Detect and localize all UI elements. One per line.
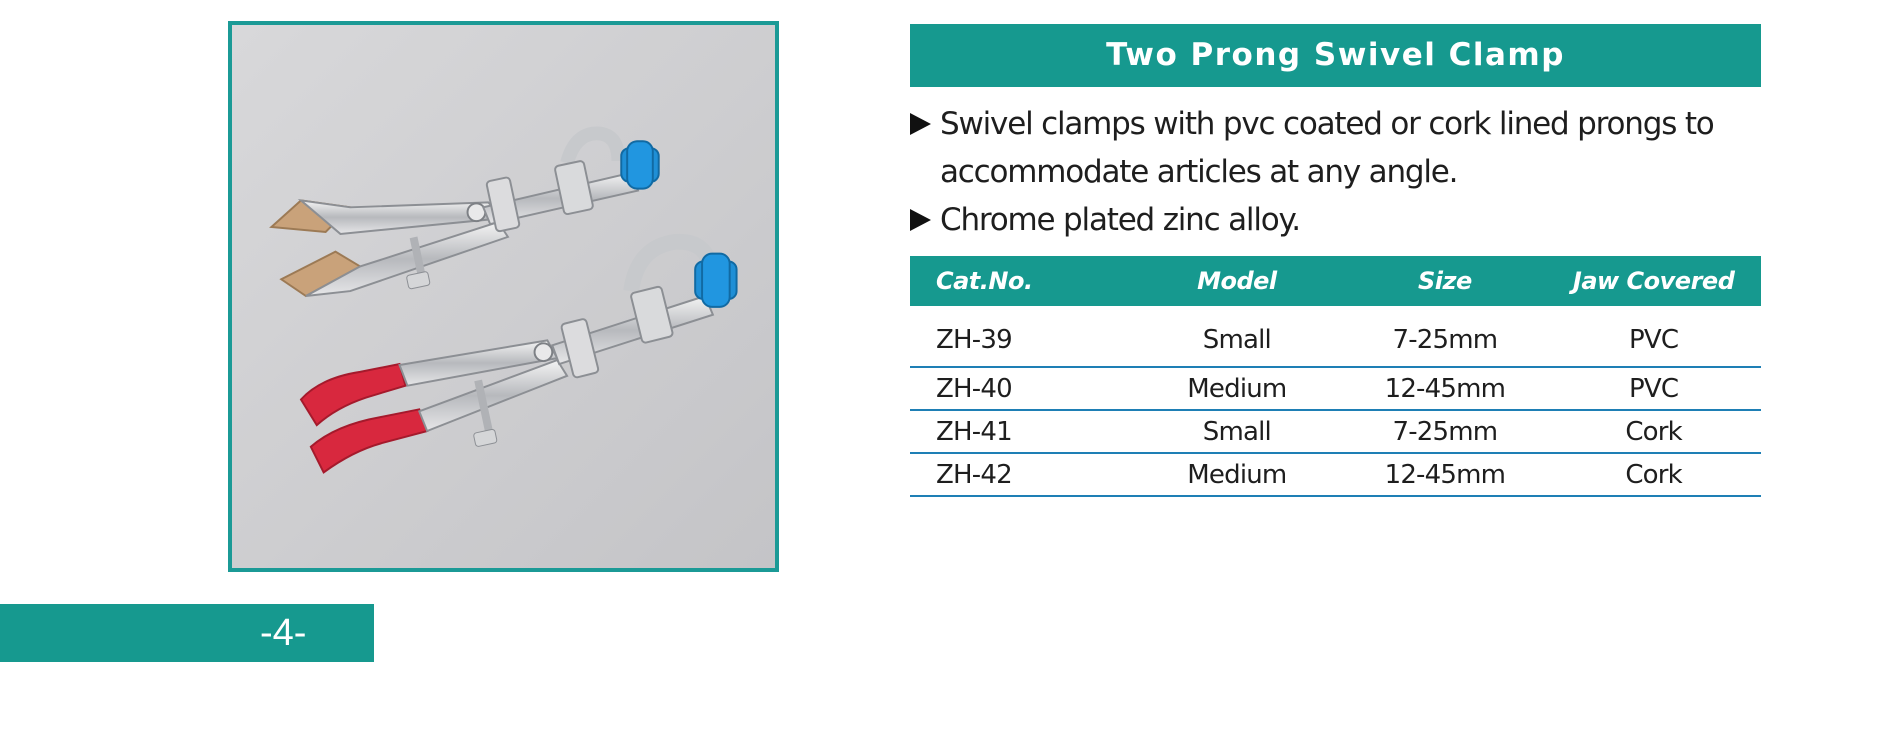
cell-jaw: PVC [1546,367,1761,410]
triangle-bullet-icon [910,113,931,135]
spec-table [910,256,1761,497]
cell-model: Medium [1130,453,1343,496]
cell-cat-no: ZH-42 [910,453,1130,496]
feature-item [910,100,1770,196]
page-number: -4- [260,612,307,654]
table-header-row [910,256,1761,306]
cell-size: 12-45mm [1344,367,1547,410]
feature-item [910,196,1770,244]
product-photo [228,21,779,572]
cell-size: 7-25mm [1344,306,1547,367]
feature-list [910,100,1770,244]
triangle-bullet-icon [910,209,931,231]
cell-jaw: PVC [1546,306,1761,367]
table-row [910,410,1761,453]
cell-cat-no: ZH-41 [910,410,1130,453]
cell-cat-no: ZH-40 [910,367,1130,410]
feature-text-line: Swivel clamps with pvc coated or cork lined prongs to [940,106,1714,142]
header-cat-no: Cat.No. [910,256,1130,306]
table-row [910,367,1761,410]
cell-size: 12-45mm [1344,453,1547,496]
cell-jaw: Cork [1546,410,1761,453]
table-row [910,453,1761,496]
cell-model: Medium [1130,367,1343,410]
cell-model: Small [1130,306,1343,367]
cell-model: Small [1130,410,1343,453]
header-size: Size [1344,256,1547,306]
header-model: Model [1130,256,1343,306]
cell-cat-no: ZH-39 [910,306,1130,367]
clamp-illustration [232,25,775,568]
feature-text-line: Chrome plated zinc alloy. [940,202,1300,238]
table-row [910,306,1761,367]
header-jaw-covered: Jaw Covered [1546,256,1761,306]
feature-text-line: accommodate articles at any angle. [940,154,1458,190]
cell-size: 7-25mm [1344,410,1547,453]
product-title: Two Prong Swivel Clamp [910,24,1761,87]
cell-jaw: Cork [1546,453,1761,496]
